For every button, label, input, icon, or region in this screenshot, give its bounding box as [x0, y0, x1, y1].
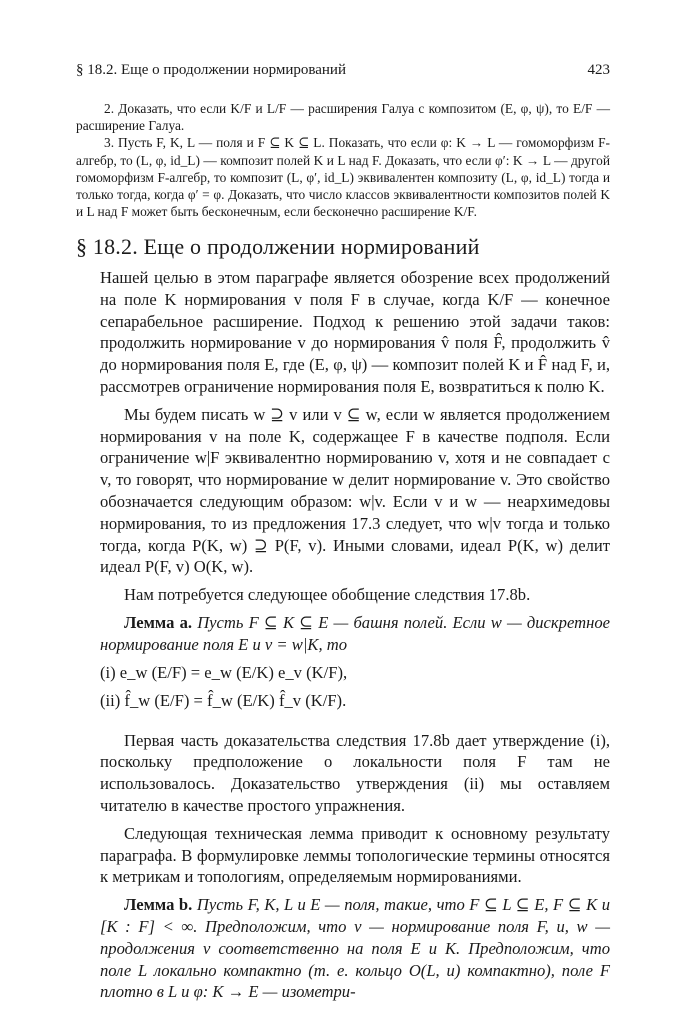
running-head [76, 62, 610, 79]
lemma-b [100, 894, 610, 1003]
page-number: 423 [587, 62, 610, 78]
lemma-a-text: Пусть F ⊆ K ⊆ E — башня полей. Если w — дискретное нормирование поля E и v = w|K, то [100, 612, 611, 654]
lemma-a-head: Лемма a. [124, 612, 193, 632]
lemma-a-formula-ii: (ii) f̂_w (E/F) = f̂_w (E/K) f̂_v (K/F). [100, 690, 347, 710]
spacer [100, 718, 610, 730]
paragraph-technical: Следующая техническая лемма приводит к основному результату параграфа. В формулировке леммы топологические термины относятся к метрикам и топологиям, определяемым нормированиями. [100, 823, 610, 887]
exercises-block [76, 100, 610, 220]
lemma-b-head: Лемма b. [124, 895, 193, 915]
exercise-2: 2. Доказать, что если K/F и L/F — расширения Галуа с композитом (E, φ, ψ), то E/F — расширение Галуа. [76, 101, 610, 134]
running-head-section: § 18.2. Еще о продолжении нормирований [76, 62, 346, 78]
lemma-a-formula-i: (i) e_w (E/F) = e_w (E/K) e_v (K/F), [100, 662, 348, 682]
paragraph-proof: Первая часть доказательства следствия 17.8b дает утверждение (i), поскольку предположение о локальности поля F там не использовалось. Доказательство утверждения (ii) мы оставляем читателю в качестве простого упражнения. [100, 730, 610, 815]
lemma-b-text: Пусть F, K, L и E — поля, такие, что F ⊆ L ⊆ E, F ⊆ K и [K : F] < ∞. Предположим, что v — нормирование поля F, u, w — продолжения v соответственно на поля E и K. Предположим, что поле L локально компактно (т. е. кольцо O(L, u) компактно), поле F плотно в L и φ: K → E — изометри- [100, 895, 610, 1002]
paragraph-generalization: Нам потребуется следующее обобщение следствия 17.8b. [124, 585, 531, 605]
section-title: § 18.2. Еще о продолжении нормирований [76, 234, 480, 259]
paragraph-notation: Мы будем писать w ⊇ v или v ⊆ w, если w является продолжением нормирования v на поле K, содержащее F в качестве подполя. Если ограничение w|F эквивалентно нормированию v, хотя и не совпадает с v, то говорят, что нормирование w делит нормирование v. Это свойство обозначается следующим образом: w|v. Если v и w — неархимедовы нормирования, то из предложения 17.3 следует, что w|v тогда и только тогда, когда P(K, w) ⊇ P(F, v). Иными словами, идеал P(K, w) делит идеал P(F, v) O(K, w). [100, 404, 610, 577]
paragraph-intro: Нашей целью в этом параграфе является обозрение всех продолжений на поле K нормирования v поля F в случае, когда K/F — конечное сепарабельное расширение. Подход к решению этой задачи таков: продолжить нормирование v до нормирования v̂ поля F̂, продолжить v̂ до нормирования поля E, где (E, φ, ψ) — композит полей K и F̂ над F, и, рассмотрев ограничение нормирования поля E, возвратиться к полю K. [100, 268, 610, 396]
section-body [100, 267, 610, 1009]
exercise-3: 3. Пусть F, K, L — поля и F ⊆ K ⊆ L. Показать, что если φ: K → L — гомоморфизм F-алгебр, то (L, φ, id_L) — композит полей K и L над F. Доказать, что если φ′: K → L — другой гомоморфизм F-алгебр, то композит (L, φ′, id_L) эквивалентен композиту (L, φ, id_L) тогда и только тогда, когда φ′ = φ. Доказать, что число классов эквивалентности композитов полей K и L над F может быть бесконечным, если бесконечно расширение K/F. [76, 135, 610, 220]
lemma-a [100, 612, 610, 656]
